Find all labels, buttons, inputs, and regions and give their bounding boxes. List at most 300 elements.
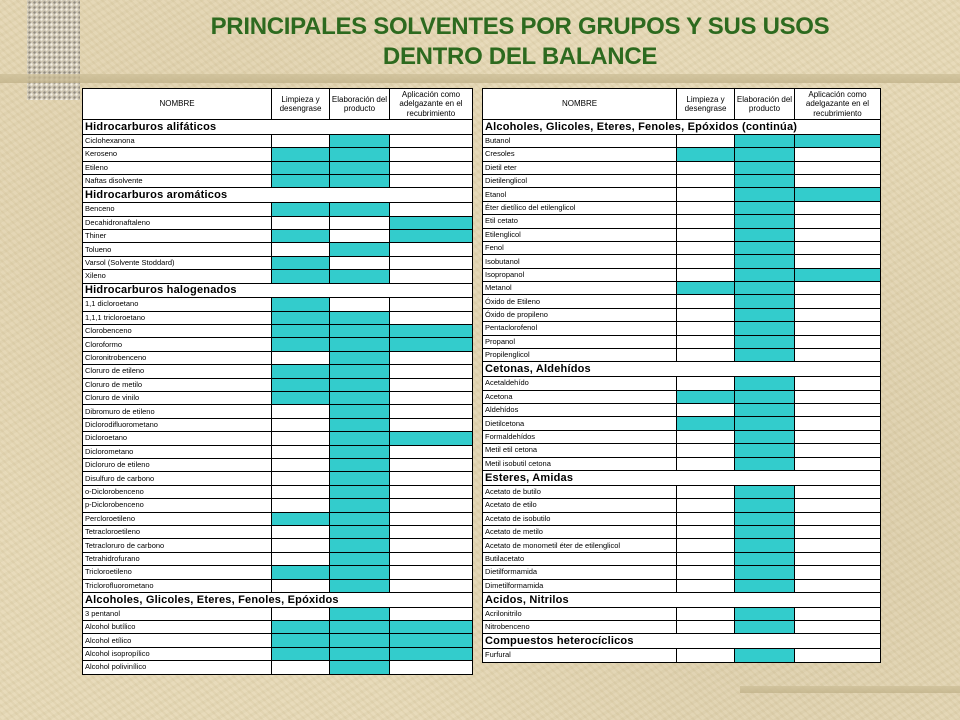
cleaning-cell-marked <box>272 365 330 378</box>
thinner-cell-empty <box>795 228 881 241</box>
cleaning-cell-empty <box>272 351 330 364</box>
thinner-cell-empty <box>390 148 473 161</box>
thinner-cell-empty <box>795 201 881 214</box>
solvent-name: Butanol <box>483 134 677 147</box>
thinner-cell-empty <box>390 485 473 498</box>
solvent-name: Óxido de Etileno <box>483 295 677 308</box>
table-row <box>83 134 473 147</box>
solvent-name: Triclorofluorometano <box>83 579 272 592</box>
solvent-name: Ciclohexanona <box>83 134 272 147</box>
solvent-name: Dibromuro de etileno <box>83 405 272 418</box>
table-row <box>483 457 881 470</box>
thinner-cell-empty <box>390 392 473 405</box>
cleaning-cell-empty <box>677 579 735 592</box>
solvent-name: Diclorodifluorometano <box>83 418 272 431</box>
thinner-cell-empty <box>390 161 473 174</box>
thinner-cell-empty <box>795 552 881 565</box>
cleaning-cell-empty <box>677 457 735 470</box>
solvent-name: Alcohol isopropílico <box>83 647 272 660</box>
thinner-cell-empty <box>390 512 473 525</box>
cleaning-cell-empty <box>272 472 330 485</box>
solvent-name: Dicloruro de etileno <box>83 458 272 471</box>
production-cell-marked <box>330 566 390 579</box>
header-cleaning: Limpieza y desengrase <box>677 89 735 120</box>
solvent-name: Clorobenceno <box>83 325 272 338</box>
solvent-name: Benceno <box>83 203 272 216</box>
thinner-cell-empty <box>390 499 473 512</box>
table-row <box>483 161 881 174</box>
group-label: Cetonas, Aldehídos <box>483 362 881 377</box>
thinner-cell-empty <box>390 365 473 378</box>
production-cell-marked <box>735 552 795 565</box>
cleaning-cell-empty <box>677 295 735 308</box>
cleaning-cell-marked <box>272 566 330 579</box>
thinner-cell-empty <box>795 566 881 579</box>
solvent-name: Fenol <box>483 241 677 254</box>
production-cell-marked <box>735 161 795 174</box>
solvent-name: Metil etil cetona <box>483 444 677 457</box>
production-cell-marked <box>735 377 795 390</box>
solvent-name: Dietilformamida <box>483 566 677 579</box>
thinner-cell-empty <box>795 390 881 403</box>
header-thinner: Aplicación como adelgazante en el recubrimiento <box>795 89 881 120</box>
thinner-cell-marked <box>390 647 473 660</box>
production-cell-empty <box>330 229 390 242</box>
cleaning-cell-marked <box>272 256 330 269</box>
thinner-cell-empty <box>795 322 881 335</box>
cleaning-cell-empty <box>272 525 330 538</box>
production-cell-marked <box>330 365 390 378</box>
cleaning-cell-empty <box>677 215 735 228</box>
table-row <box>83 405 473 418</box>
production-cell-marked <box>735 525 795 538</box>
solvent-name: Metanol <box>483 282 677 295</box>
thinner-cell-empty <box>390 243 473 256</box>
cleaning-cell-empty <box>677 566 735 579</box>
group-header-row <box>483 362 881 377</box>
header-production: Elaboración del producto <box>735 89 795 120</box>
thinner-cell-empty <box>390 539 473 552</box>
cleaning-cell-empty <box>272 405 330 418</box>
table-row <box>483 404 881 417</box>
production-cell-marked <box>735 649 795 662</box>
production-cell-marked <box>735 457 795 470</box>
thinner-cell-empty <box>795 335 881 348</box>
thinner-cell-marked <box>795 188 881 201</box>
table-row <box>83 203 473 216</box>
cleaning-cell-empty <box>677 649 735 662</box>
table-row <box>83 621 473 634</box>
table-header-row <box>83 89 473 120</box>
header-name: NOMBRE <box>83 89 272 120</box>
table-row <box>83 418 473 431</box>
thinner-cell-marked <box>390 432 473 445</box>
table-row <box>83 256 473 269</box>
production-cell-empty <box>330 216 390 229</box>
production-cell-marked <box>330 378 390 391</box>
cleaning-cell-empty <box>677 161 735 174</box>
cleaning-cell-empty <box>272 243 330 256</box>
thinner-cell-empty <box>390 552 473 565</box>
table-row <box>83 552 473 565</box>
group-label: Hidrocarburos aromáticos <box>83 188 473 203</box>
table-row <box>483 579 881 592</box>
thinner-cell-empty <box>390 256 473 269</box>
thinner-cell-empty <box>795 282 881 295</box>
thinner-cell-marked <box>390 634 473 647</box>
group-header-row <box>483 634 881 649</box>
production-cell-marked <box>330 485 390 498</box>
solvent-name: Formaldehídos <box>483 430 677 443</box>
table-row <box>83 458 473 471</box>
group-header-row <box>83 592 473 607</box>
table-row <box>483 188 881 201</box>
cleaning-cell-empty <box>677 499 735 512</box>
decorative-dotted-block <box>27 0 80 100</box>
cleaning-cell-empty <box>677 349 735 362</box>
table-row <box>83 365 473 378</box>
production-cell-marked <box>735 349 795 362</box>
solvent-name: Tolueno <box>83 243 272 256</box>
production-cell-marked <box>735 188 795 201</box>
thinner-cell-marked <box>390 621 473 634</box>
cleaning-cell-marked <box>272 338 330 351</box>
table-row <box>83 351 473 364</box>
cleaning-cell-empty <box>272 445 330 458</box>
page-title-line-2: DENTRO DEL BALANCE <box>382 43 658 70</box>
thinner-cell-empty <box>390 351 473 364</box>
solvent-name: Decahidronaftaleno <box>83 216 272 229</box>
production-cell-marked <box>735 404 795 417</box>
cleaning-cell-empty <box>677 485 735 498</box>
cleaning-cell-marked <box>272 203 330 216</box>
production-cell-marked <box>735 282 795 295</box>
cleaning-cell-empty <box>272 661 330 674</box>
cleaning-cell-empty <box>272 458 330 471</box>
solvent-name: Alcohol etílico <box>83 634 272 647</box>
table-row <box>483 174 881 187</box>
solvent-name: Pentaclorofenol <box>483 322 677 335</box>
solvent-name: Propanol <box>483 335 677 348</box>
header-name: NOMBRE <box>483 89 677 120</box>
cleaning-cell-empty <box>272 418 330 431</box>
solvent-name: o-Diclorobenceno <box>83 485 272 498</box>
cleaning-cell-empty <box>272 134 330 147</box>
cleaning-cell-empty <box>677 255 735 268</box>
table-row <box>83 512 473 525</box>
solvents-table-right <box>482 88 881 663</box>
production-cell-marked <box>330 351 390 364</box>
cleaning-cell-empty <box>677 268 735 281</box>
production-cell-marked <box>330 392 390 405</box>
table-row <box>483 649 881 662</box>
cleaning-cell-marked <box>272 298 330 311</box>
cleaning-cell-marked <box>272 161 330 174</box>
thinner-cell-empty <box>795 499 881 512</box>
cleaning-cell-empty <box>677 335 735 348</box>
page-title <box>100 12 940 72</box>
table-row <box>483 444 881 457</box>
cleaning-cell-empty <box>677 228 735 241</box>
solvents-table-left <box>82 88 473 675</box>
production-cell-marked <box>330 539 390 552</box>
solvent-name: Metil isobutil cetona <box>483 457 677 470</box>
cleaning-cell-empty <box>272 432 330 445</box>
thinner-cell-empty <box>795 525 881 538</box>
table-row <box>483 335 881 348</box>
table-row <box>483 417 881 430</box>
cleaning-cell-empty <box>272 539 330 552</box>
solvent-name: Acetaldehído <box>483 377 677 390</box>
thinner-cell-marked <box>390 338 473 351</box>
production-cell-marked <box>735 621 795 634</box>
table-row <box>83 161 473 174</box>
cleaning-cell-empty <box>677 444 735 457</box>
solvent-name: Keroseno <box>83 148 272 161</box>
header-cleaning: Limpieza y desengrase <box>272 89 330 120</box>
cleaning-cell-marked <box>272 174 330 187</box>
cleaning-cell-empty <box>677 539 735 552</box>
solvent-name: Propilenglicol <box>483 349 677 362</box>
cleaning-cell-empty <box>677 134 735 147</box>
production-cell-marked <box>330 270 390 283</box>
solvent-name: Cloroformo <box>83 338 272 351</box>
cleaning-cell-empty <box>677 404 735 417</box>
table-row <box>83 243 473 256</box>
table-row <box>83 325 473 338</box>
table-row <box>483 525 881 538</box>
thinner-cell-empty <box>795 255 881 268</box>
thinner-cell-empty <box>390 579 473 592</box>
production-cell-empty <box>330 298 390 311</box>
solvent-name: Naftas disolvente <box>83 174 272 187</box>
thinner-cell-empty <box>795 621 881 634</box>
solvent-name: Etileno <box>83 161 272 174</box>
table-row <box>83 634 473 647</box>
thinner-cell-empty <box>390 203 473 216</box>
production-cell-marked <box>735 499 795 512</box>
solvent-name: Acetato de butilo <box>483 485 677 498</box>
table-row <box>483 134 881 147</box>
production-cell-marked <box>330 148 390 161</box>
cleaning-cell-empty <box>677 174 735 187</box>
production-cell-marked <box>735 417 795 430</box>
cleaning-cell-empty <box>677 621 735 634</box>
solvent-name: Furfural <box>483 649 677 662</box>
table-row <box>83 499 473 512</box>
production-cell-marked <box>735 335 795 348</box>
solvent-name: Tetrahidrofurano <box>83 552 272 565</box>
production-cell-marked <box>735 579 795 592</box>
production-cell-marked <box>735 268 795 281</box>
solvent-name: Etil cetato <box>483 215 677 228</box>
table-row <box>483 512 881 525</box>
group-header-row <box>483 470 881 485</box>
thinner-cell-empty <box>795 579 881 592</box>
cleaning-cell-marked <box>272 325 330 338</box>
production-cell-marked <box>330 661 390 674</box>
table-row <box>83 270 473 283</box>
solvent-name: Dietilcetona <box>483 417 677 430</box>
table-row <box>483 499 881 512</box>
solvent-name: Cloruro de metilo <box>83 378 272 391</box>
production-cell-marked <box>735 174 795 187</box>
production-cell-marked <box>330 525 390 538</box>
group-label: Hidrocarburos alifáticos <box>83 120 473 135</box>
group-label: Compuestos heterocíclicos <box>483 634 881 649</box>
production-cell-marked <box>330 634 390 647</box>
table-row <box>483 228 881 241</box>
production-cell-marked <box>330 325 390 338</box>
table-row <box>483 566 881 579</box>
table-row <box>483 377 881 390</box>
table-row <box>483 201 881 214</box>
cleaning-cell-marked <box>677 282 735 295</box>
table-header-row <box>483 89 881 120</box>
production-cell-marked <box>330 499 390 512</box>
solvent-name: p-Diclorobenceno <box>83 499 272 512</box>
production-cell-marked <box>735 308 795 321</box>
solvent-name: Cloruro de vinilo <box>83 392 272 405</box>
solvent-name: Nitrobenceno <box>483 621 677 634</box>
solvent-name: Tetracloruro de carbono <box>83 539 272 552</box>
table-row <box>483 148 881 161</box>
thinner-cell-empty <box>390 525 473 538</box>
group-header-row <box>83 188 473 203</box>
production-cell-marked <box>330 445 390 458</box>
group-label: Alcoholes, Glicoles, Eteres, Fenoles, Epóxidos (continúa) <box>483 120 881 135</box>
thinner-cell-empty <box>390 270 473 283</box>
production-cell-marked <box>735 322 795 335</box>
cleaning-cell-empty <box>272 499 330 512</box>
thinner-cell-empty <box>795 349 881 362</box>
production-cell-marked <box>330 134 390 147</box>
page-title-line-1: PRINCIPALES SOLVENTES POR GRUPOS Y SUS USOS <box>210 13 830 40</box>
thinner-cell-empty <box>795 148 881 161</box>
table-row <box>483 390 881 403</box>
thinner-cell-empty <box>390 607 473 620</box>
solvent-name: Etanol <box>483 188 677 201</box>
thinner-cell-empty <box>795 607 881 620</box>
production-cell-marked <box>735 295 795 308</box>
cleaning-cell-empty <box>677 201 735 214</box>
table-row <box>483 349 881 362</box>
production-cell-marked <box>735 390 795 403</box>
thinner-cell-empty <box>390 661 473 674</box>
solvent-name: Dimetilformamida <box>483 579 677 592</box>
production-cell-marked <box>330 338 390 351</box>
solvent-name: Cresoles <box>483 148 677 161</box>
thinner-cell-empty <box>795 308 881 321</box>
solvent-name: Aldehídos <box>483 404 677 417</box>
thinner-cell-empty <box>795 444 881 457</box>
production-cell-marked <box>330 472 390 485</box>
solvent-name: Dietilenglicol <box>483 174 677 187</box>
thinner-cell-empty <box>795 417 881 430</box>
solvent-name: Percloroetileno <box>83 512 272 525</box>
solvent-name: Etilenglicol <box>483 228 677 241</box>
table-row <box>483 607 881 620</box>
cleaning-cell-marked <box>272 270 330 283</box>
thinner-cell-marked <box>795 134 881 147</box>
cleaning-cell-marked <box>677 148 735 161</box>
production-cell-marked <box>330 579 390 592</box>
table-row <box>83 378 473 391</box>
group-header-row <box>483 592 881 607</box>
thinner-cell-empty <box>795 174 881 187</box>
table-row <box>483 322 881 335</box>
cleaning-cell-empty <box>677 525 735 538</box>
thinner-cell-empty <box>795 161 881 174</box>
production-cell-marked <box>735 134 795 147</box>
decorative-bottom-line <box>740 686 960 693</box>
production-cell-marked <box>735 241 795 254</box>
cleaning-cell-empty <box>272 579 330 592</box>
table-row <box>83 445 473 458</box>
cleaning-cell-empty <box>677 430 735 443</box>
production-cell-marked <box>735 444 795 457</box>
cleaning-cell-marked <box>272 229 330 242</box>
solvent-name: Dicloroetano <box>83 432 272 445</box>
table-row <box>83 216 473 229</box>
production-cell-marked <box>735 215 795 228</box>
thinner-cell-empty <box>390 458 473 471</box>
header-thinner: Aplicación como adelgazante en el recubrimiento <box>390 89 473 120</box>
production-cell-marked <box>330 607 390 620</box>
solvent-name: Tetracloroetileno <box>83 525 272 538</box>
production-cell-marked <box>330 432 390 445</box>
cleaning-cell-empty <box>272 485 330 498</box>
thinner-cell-empty <box>795 649 881 662</box>
solvent-name: Acrilonitrilo <box>483 607 677 620</box>
production-cell-marked <box>330 621 390 634</box>
thinner-cell-empty <box>795 512 881 525</box>
cleaning-cell-marked <box>272 512 330 525</box>
thinner-cell-empty <box>390 418 473 431</box>
thinner-cell-marked <box>390 325 473 338</box>
production-cell-marked <box>330 174 390 187</box>
solvent-name: Thiner <box>83 229 272 242</box>
solvent-name: Dietil eter <box>483 161 677 174</box>
production-cell-marked <box>735 148 795 161</box>
thinner-cell-empty <box>795 377 881 390</box>
table-row <box>83 392 473 405</box>
solvent-name: 3 pentanol <box>83 607 272 620</box>
cleaning-cell-empty <box>677 308 735 321</box>
solvent-name: Xileno <box>83 270 272 283</box>
thinner-cell-empty <box>390 174 473 187</box>
cleaning-cell-empty <box>272 216 330 229</box>
table-row <box>83 525 473 538</box>
solvent-name: Disulfuro de carbono <box>83 472 272 485</box>
solvent-name: Alcohol polivinílico <box>83 661 272 674</box>
table-row <box>483 485 881 498</box>
solvent-name: Alcohol butílico <box>83 621 272 634</box>
production-cell-marked <box>330 203 390 216</box>
table-row <box>83 311 473 324</box>
solvent-name: Acetato de metilo <box>483 525 677 538</box>
table-row <box>483 215 881 228</box>
production-cell-marked <box>735 566 795 579</box>
thinner-cell-marked <box>390 216 473 229</box>
production-cell-marked <box>735 539 795 552</box>
thinner-cell-empty <box>795 215 881 228</box>
group-label: Acidos, Nitrilos <box>483 592 881 607</box>
cleaning-cell-marked <box>272 621 330 634</box>
thinner-cell-empty <box>795 457 881 470</box>
cleaning-cell-marked <box>677 417 735 430</box>
production-cell-marked <box>330 552 390 565</box>
